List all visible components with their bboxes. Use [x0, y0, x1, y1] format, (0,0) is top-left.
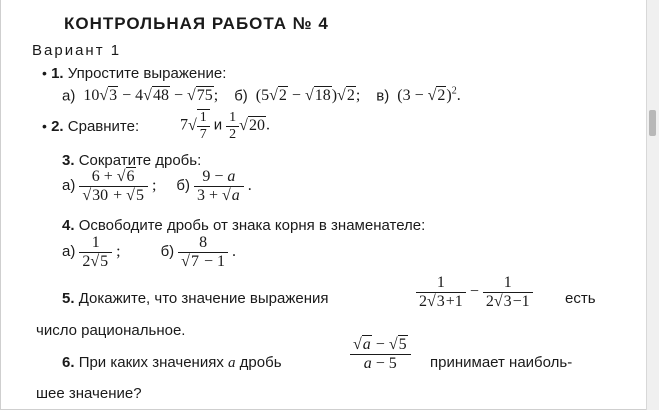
task-2-number: 2. [51, 118, 64, 135]
task-6-number: 6. [62, 354, 75, 371]
task-2-and: и [213, 116, 223, 134]
task-6-text-3: принимает наиболь- [430, 354, 573, 371]
task-6-text: При каких значениях [78, 354, 224, 371]
variant-label: Вариант 1 [32, 42, 122, 59]
task-4-expressions: а) $\frac{1}{2√5}$ ; б) $\frac{8}{√7 - 1}$ . [62, 234, 236, 270]
task-3-a-fraction: $\frac{6 + √6}{√30 + √5}$ [79, 168, 148, 205]
page-title: КОНТРОЛЬНАЯ РАБОТА № 4 [64, 14, 329, 33]
left-border [0, 0, 1, 410]
task-3-b-fraction: $\frac{9 - a}{3 + √a}$ [194, 168, 244, 205]
vertical-scrollbar[interactable] [646, 0, 659, 410]
task-2-text: Сравните: [67, 118, 140, 135]
task-1-expressions [62, 86, 461, 105]
task-1-number: 1. [51, 65, 64, 82]
task-5-expression: $\frac{1}{2√3+1}$ − $\frac{1}{2√3-1}$ [416, 274, 533, 311]
task-6-variable: a [228, 355, 236, 371]
task-1-marker: • [42, 65, 47, 81]
task-3-expressions: а) $\frac{6 + √6}{√30 + √5}$ ; б) $\frac{9 - a}{3 + √a}$ . [62, 168, 252, 204]
task-3-text: Сократите дробь: [78, 152, 202, 169]
task-5-text: Докажите, что значение выражения [78, 290, 329, 307]
scrollbar-thumb[interactable] [649, 110, 656, 136]
task-1-heading [42, 65, 226, 82]
task-2-expression: 7√ $\frac{1}{7}$ и $\frac{1}{2}$ √20. [180, 109, 270, 142]
task-1-b-expression: (5√2 − √18)√2; [251, 87, 361, 105]
task-4-a-fraction: $\frac{1}{2√5}$ [79, 234, 112, 271]
task-5-line-1 [62, 290, 329, 307]
task-2-marker: • [42, 118, 47, 134]
task-6-line-2: шее значение? [36, 385, 142, 402]
task-1-a-expression: 10√3 − 4√48 − √75; [79, 87, 219, 105]
task-6-text-2: дробь [239, 354, 282, 371]
task-5-tail: есть [565, 290, 596, 307]
task-3-a-label: а) [62, 177, 76, 195]
task-5-line-2: число рациональное. [36, 322, 186, 339]
task-3-b-label: б) [176, 177, 190, 195]
task-5-number: 5. [62, 290, 75, 307]
task-4-heading [62, 217, 425, 234]
task-4-number: 4. [62, 217, 75, 234]
task-1-c-label: в) [376, 87, 390, 105]
task-3-number: 3. [62, 152, 75, 169]
task-1-c-expression: $(3 - √2)^2$. [393, 86, 461, 105]
task-4-b-fraction: $\frac{8}{√7 - 1}$ [178, 234, 228, 271]
task-4-b-label: б) [160, 243, 175, 261]
task-2-heading [42, 118, 139, 135]
task-4-a-label: а) [62, 243, 76, 261]
task-1-b-label: б) [234, 87, 248, 105]
task-4-text: Освободите дробь от знака корня в знаменателе: [78, 217, 426, 234]
task-6-fraction: $\frac{√a - √5}{a - 5}$ [350, 336, 411, 373]
task-1-text: Упростите выражение: [67, 65, 227, 82]
task-1-a-label: а) [62, 87, 76, 105]
task-6-line-1 [62, 354, 282, 372]
